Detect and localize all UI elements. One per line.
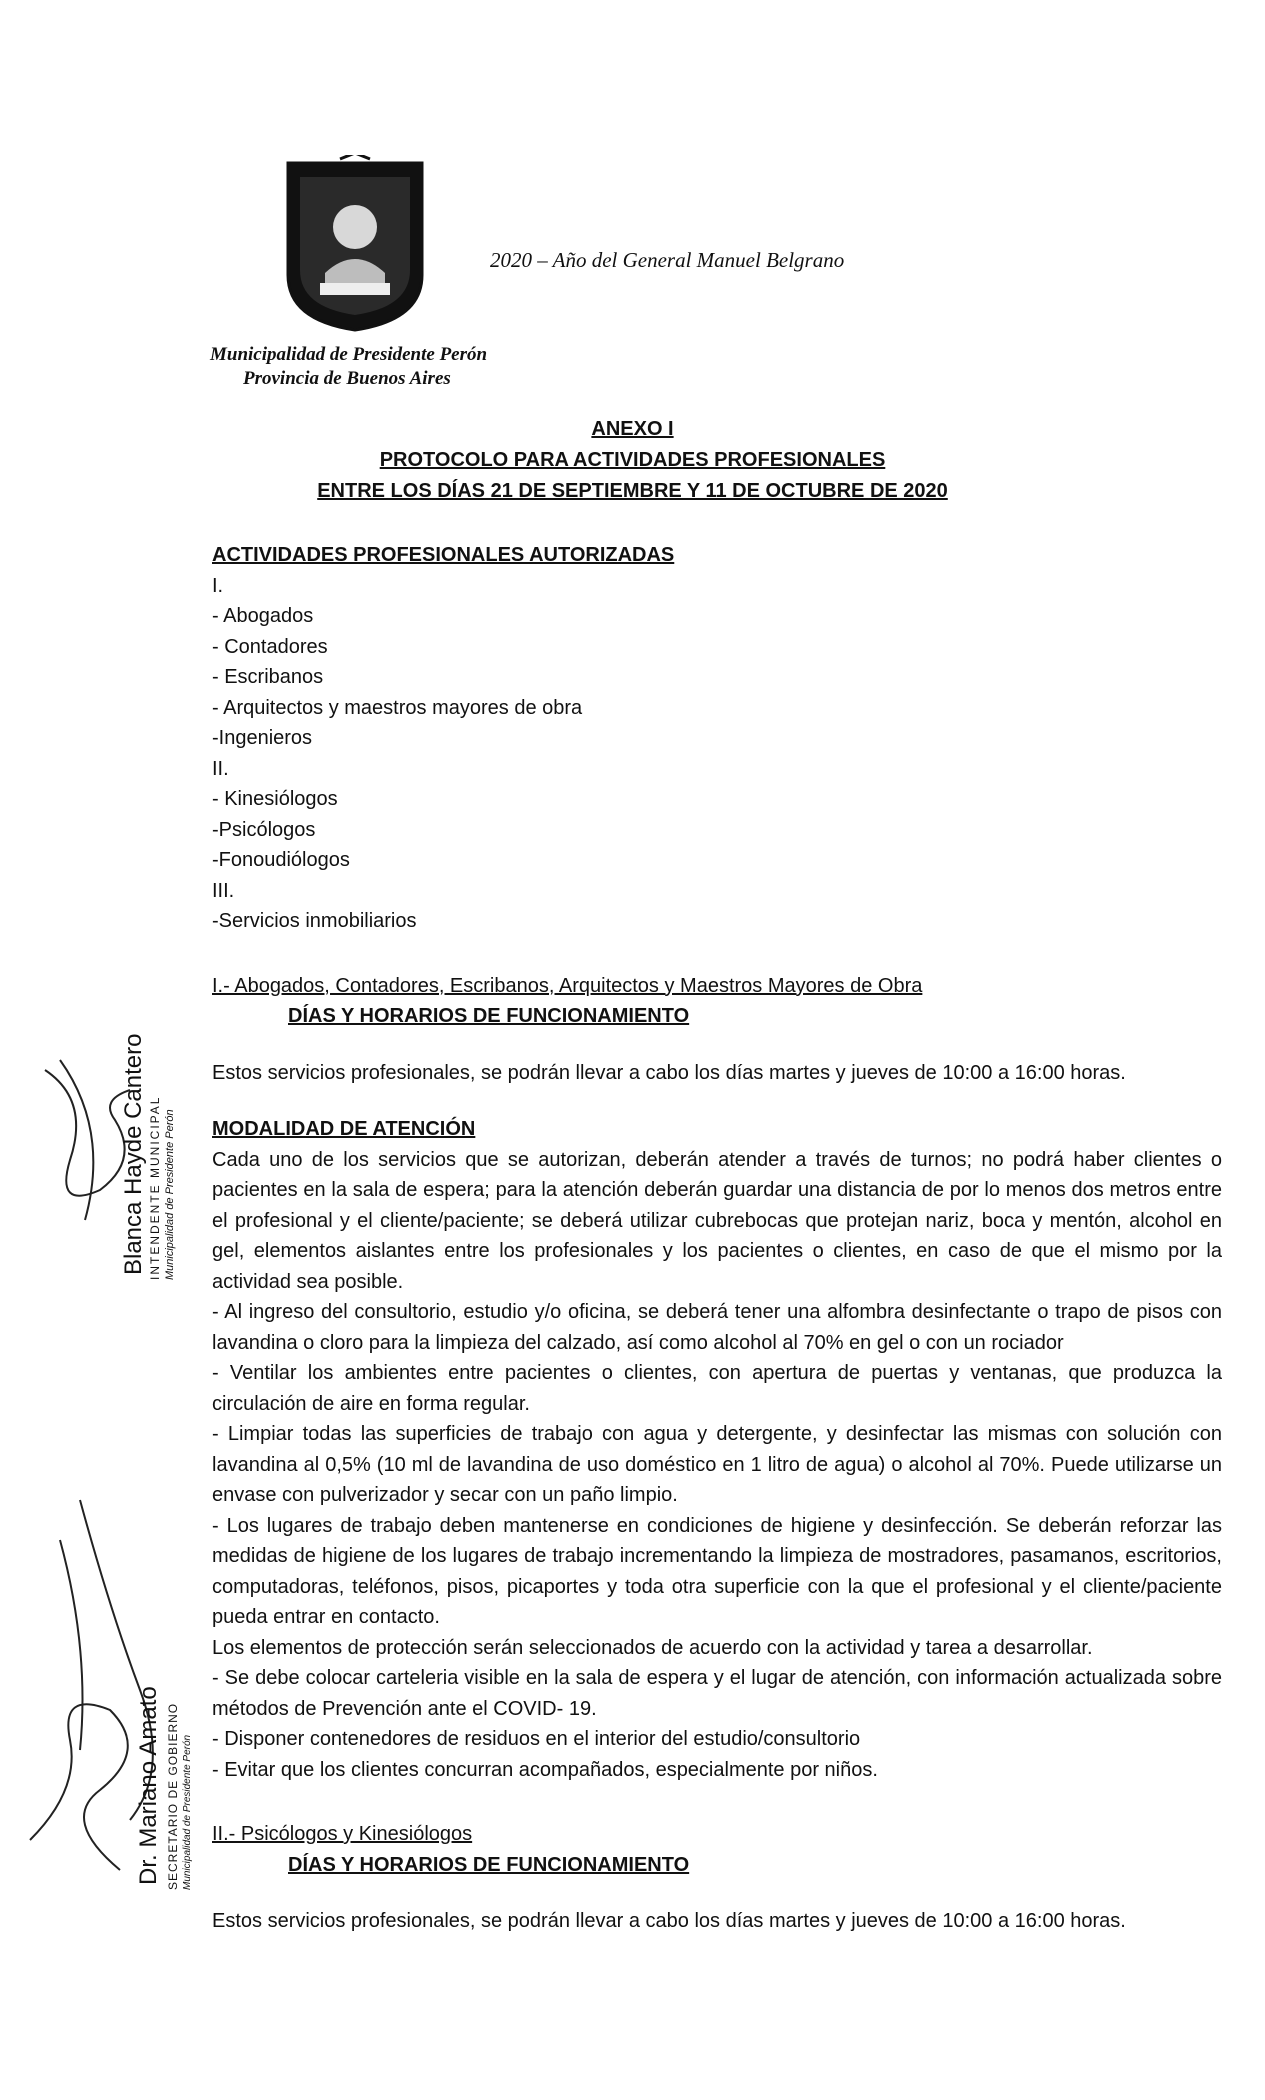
paragraph: - Ventilar los ambientes entre pacientes o clientes, con apertura de puertas y ventanas, que produzca la circulación de aire en forma regular. [212,1362,1222,1415]
section2-subtitle: II.- Psicólogos y Kinesiólogos [212,1823,473,1845]
secretario-stamp [20,1490,200,1920]
stamp1-role: INTENDENTE MUNICIPAL [148,1095,162,1280]
section2-hours-heading: DÍAS Y HORARIOS DE FUNCIONAMIENTO [288,1853,690,1876]
dates-title: ENTRE LOS DÍAS 21 DE SEPTIEMBRE Y 11 DE OCTUBRE DE 2020 [317,480,948,502]
section1-subtitle: I.- Abogados, Contadores, Escribanos, Arquitectos y Maestros Mayores de Obra [212,974,923,997]
protocol-title: PROTOCOLO PARA ACTIVIDADES PROFESIONALES [379,449,886,471]
section2-hours-text: Estos servicios profesionales, se podrán llevar a cabo los días martes y jueves de 10:00 a 16:00 horas. [212,1910,1126,1932]
list-item: III. [212,879,235,902]
paragraph: Los elementos de protección serán seleccionados de acuerdo con la actividad y tarea a desarrollar. [212,1636,1093,1659]
list-item: - Arquitectos y maestros mayores de obra [212,696,583,719]
document-titles [0,414,1265,507]
document-body [212,540,1222,1937]
paragraph: - Los lugares de trabajo deben mantenerse en condiciones de higiene y desinfección. Se deberán reforzar las medidas de higiene de los lugares de trabajo incrementando la limpieza de mostradores, pasamanos, escritorios, computadoras, teléfonos, pisos, picaportes y toda otra superficie con la que el profesional y el cliente/paciente pueda entrar en contacto. [212,1514,1222,1628]
list-item: -Psicólogos [212,818,316,841]
stamp1-name: Blanca Hayde Cantero [120,1033,147,1275]
list-item: - Abogados [212,605,314,627]
list-item: II. [212,757,229,780]
mode-heading: MODALIDAD DE ATENCIÓN [212,1118,476,1140]
list-item: I. [212,574,224,597]
paragraph: - Al ingreso del consultorio, estudio y/o oficina, se deberá tener una alfombra desinfectante o trapo de pisos con lavandina o cloro para la limpieza del calzado, así como alcohol al 70% en gel o con un rociador [212,1301,1222,1354]
section1-hours-heading: DÍAS Y HORARIOS DE FUNCIONAMIENTO [288,1005,690,1027]
stamp2-role: SECRETARIO DE GOBIERNO [166,1702,180,1890]
paragraph: - Disponer contenedores de residuos en el interior del estudio/consultorio [212,1728,861,1750]
list-item: -Ingenieros [212,727,313,749]
paragraph: - Limpiar todas las superficies de trabajo con agua y detergente, y desinfectar las mismas con solución con lavandina al 0,5% (10 ml de lavandina de uso doméstico en 1 litro de agua) o alcohol al 70%. Puede utilizarse un envase con pulverizador y secar con un paño limpio. [212,1423,1222,1506]
paragraph: Cada uno de los servicios que se autorizan, deberán atender a través de turnos; no podrá haber clientes o pacientes en la sala de espera; para la atención deberán guardar una distancia de por lo menos dos metros entre el profesional y el cliente/paciente; se deberá utilizar cubrebocas que protejan nariz, boca y mentón, alcohol en gel, elementos aislantes entre los profesionales y los pacientes o clientes, en caso de que el mismo por la actividad sea posible. [212,1148,1222,1293]
header-motto: 2020 – Año del General Manuel Belgrano [490,248,845,272]
authorized-list [212,571,1222,937]
list-item: - Kinesiólogos [212,788,338,810]
list-item: - Escribanos [212,666,324,688]
list-item: -Fonoudiólogos [212,849,350,871]
municipality-block [210,343,487,391]
stamp2-name: Dr. Mariano Amato [135,1686,162,1885]
stamp1-org: Municipalidad de Presidente Perón [164,1109,176,1280]
municipal-emblem [280,155,430,335]
annex-title: ANEXO I [591,418,674,440]
paragraph: - Se debe colocar carteleria visible en la sala de espera y el lugar de atención, con información actualizada sobre métodos de Prevención ante el COVID- 19. [212,1667,1222,1720]
stamp2-org: Municipalidad de Presidente Perón [182,1734,193,1890]
municipality-name: Municipalidad de Presidente Perón [210,344,488,365]
intendente-stamp [30,1033,180,1290]
list-item: - Contadores [212,635,328,658]
list-item: -Servicios inmobiliarios [212,910,417,932]
authorized-heading: ACTIVIDADES PROFESIONALES AUTORIZADAS [212,544,675,566]
section1-hours-text: Estos servicios profesionales, se podrán llevar a cabo los días martes y jueves de 10:00 a 16:00 horas. [212,1061,1126,1084]
paragraph: - Evitar que los clientes concurran acompañados, especialmente por niños. [212,1758,878,1781]
province-name: Provincia de Buenos Aires [243,368,451,389]
